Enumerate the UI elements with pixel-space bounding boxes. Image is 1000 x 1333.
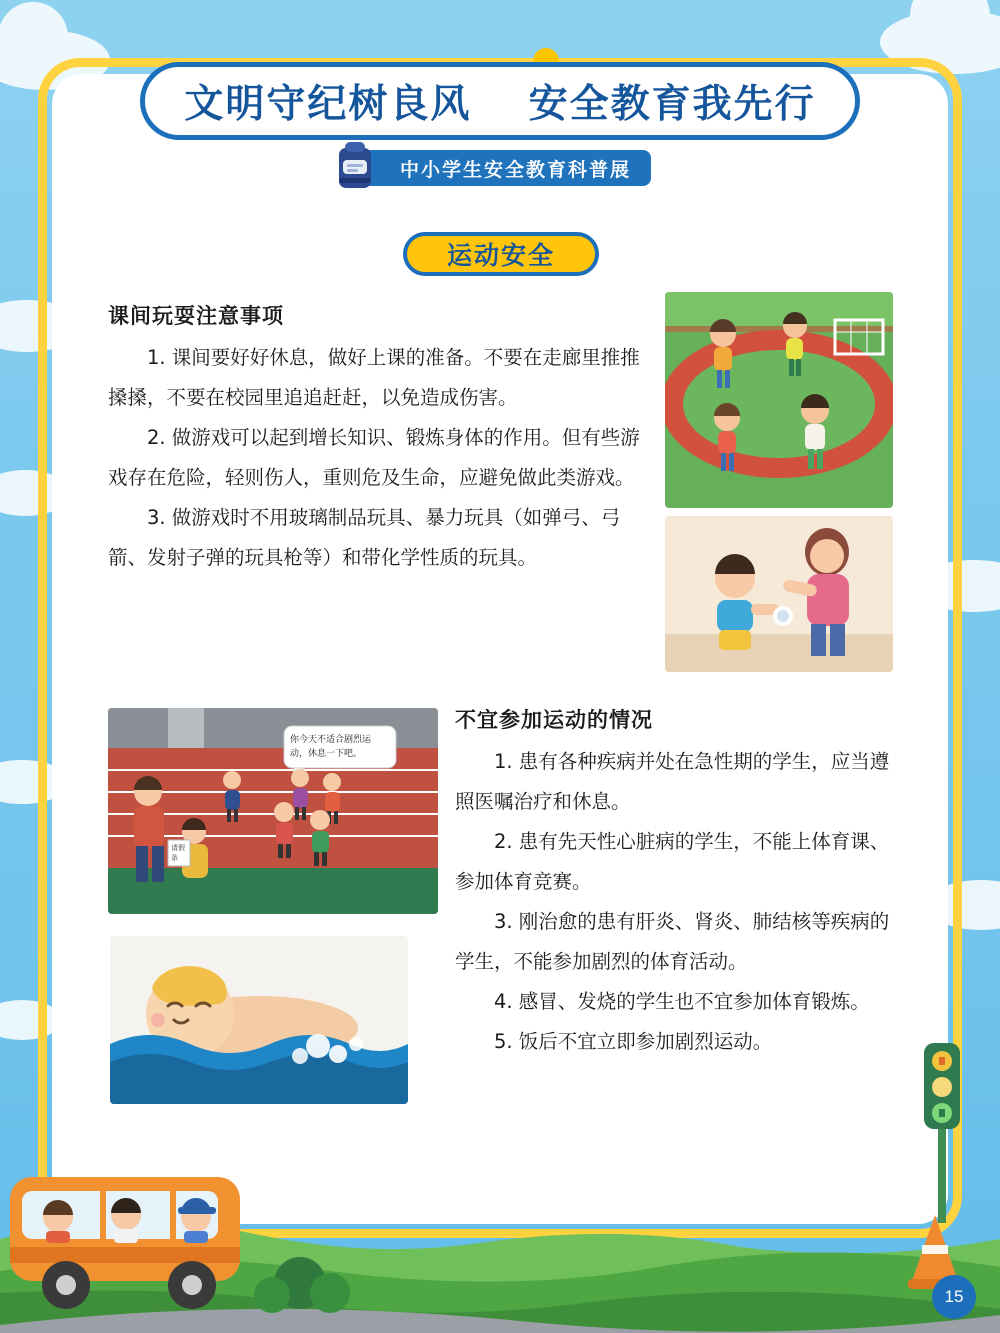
- backpack-icon: [333, 140, 377, 192]
- left-paragraph-2: 2. 做游戏可以起到增长知识、锻炼身体的作用。但有些游戏存在危险，轻则伤人，重则危及生命，应避免做此类游戏。: [108, 426, 640, 489]
- right-paragraph-4: 4. 感冒、发烧的学生也不宜参加体育锻炼。: [494, 990, 870, 1013]
- traffic-light-icon: [920, 1043, 964, 1223]
- right-heading: 不宜参加运动的情况: [455, 708, 653, 732]
- svg-text:条: 条: [171, 854, 178, 862]
- right-paragraph-2: 2. 患有先天性心脏病的学生，不能上体育课、参加体育竞赛。: [455, 830, 890, 893]
- section-label: 运动安全: [446, 241, 555, 270]
- page-title: [184, 73, 815, 129]
- svg-text:请假: 请假: [171, 844, 185, 852]
- page-number: 15: [944, 1287, 964, 1306]
- boy-swimming-photo: [110, 936, 408, 1104]
- right-paragraph-3: 3. 刚治愈的患有肝炎、肾炎、肺结核等疾病的学生，不能参加剧烈的体育活动。: [455, 910, 890, 973]
- right-paragraph-1: 1. 患有各种疾病并处在急性期的学生，应当遵照医嘱治疗和休息。: [455, 750, 890, 813]
- right-paragraph-5: 5. 饭后不宜立即参加剧烈运动。: [494, 1030, 773, 1053]
- page-title-part2: 安全教育我先行: [528, 82, 816, 127]
- page-number-badge: [932, 1275, 976, 1319]
- page-title-part1: 文明守纪树良风: [184, 82, 472, 127]
- svg-text:你今天不适合剧烈运: 你今天不适合剧烈运: [290, 735, 372, 745]
- left-paragraph-1: 1. 课间要好好休息，做好上课的准备。不要在走廊里推推搡搡，不要在校园里追追赶赶，以免造成伤害。: [108, 346, 640, 409]
- left-heading: 课间玩耍注意事项: [108, 304, 284, 328]
- right-text-column: [455, 700, 893, 1062]
- left-paragraph-3: 3. 做游戏时不用玻璃制品玩具、暴力玩具（如弹弓、弓箭、发射子弹的玩具枪等）和带化学性质的玩具。: [108, 506, 621, 569]
- teacher-helping-injured-boy-photo: [665, 516, 893, 672]
- children-running-on-track-photo: [665, 292, 893, 508]
- school-bus-illustration: [0, 1143, 1000, 1333]
- title-banner: [140, 62, 860, 140]
- subtitle-pill: [352, 150, 651, 186]
- subtitle-label: 中小学生安全教育科普展: [400, 159, 632, 181]
- svg-text:动，休息一下吧。: 动，休息一下吧。: [290, 749, 363, 759]
- teacher-advising-student-race-photo: [108, 708, 438, 914]
- section-badge: [403, 232, 599, 276]
- left-text-column: [108, 296, 648, 578]
